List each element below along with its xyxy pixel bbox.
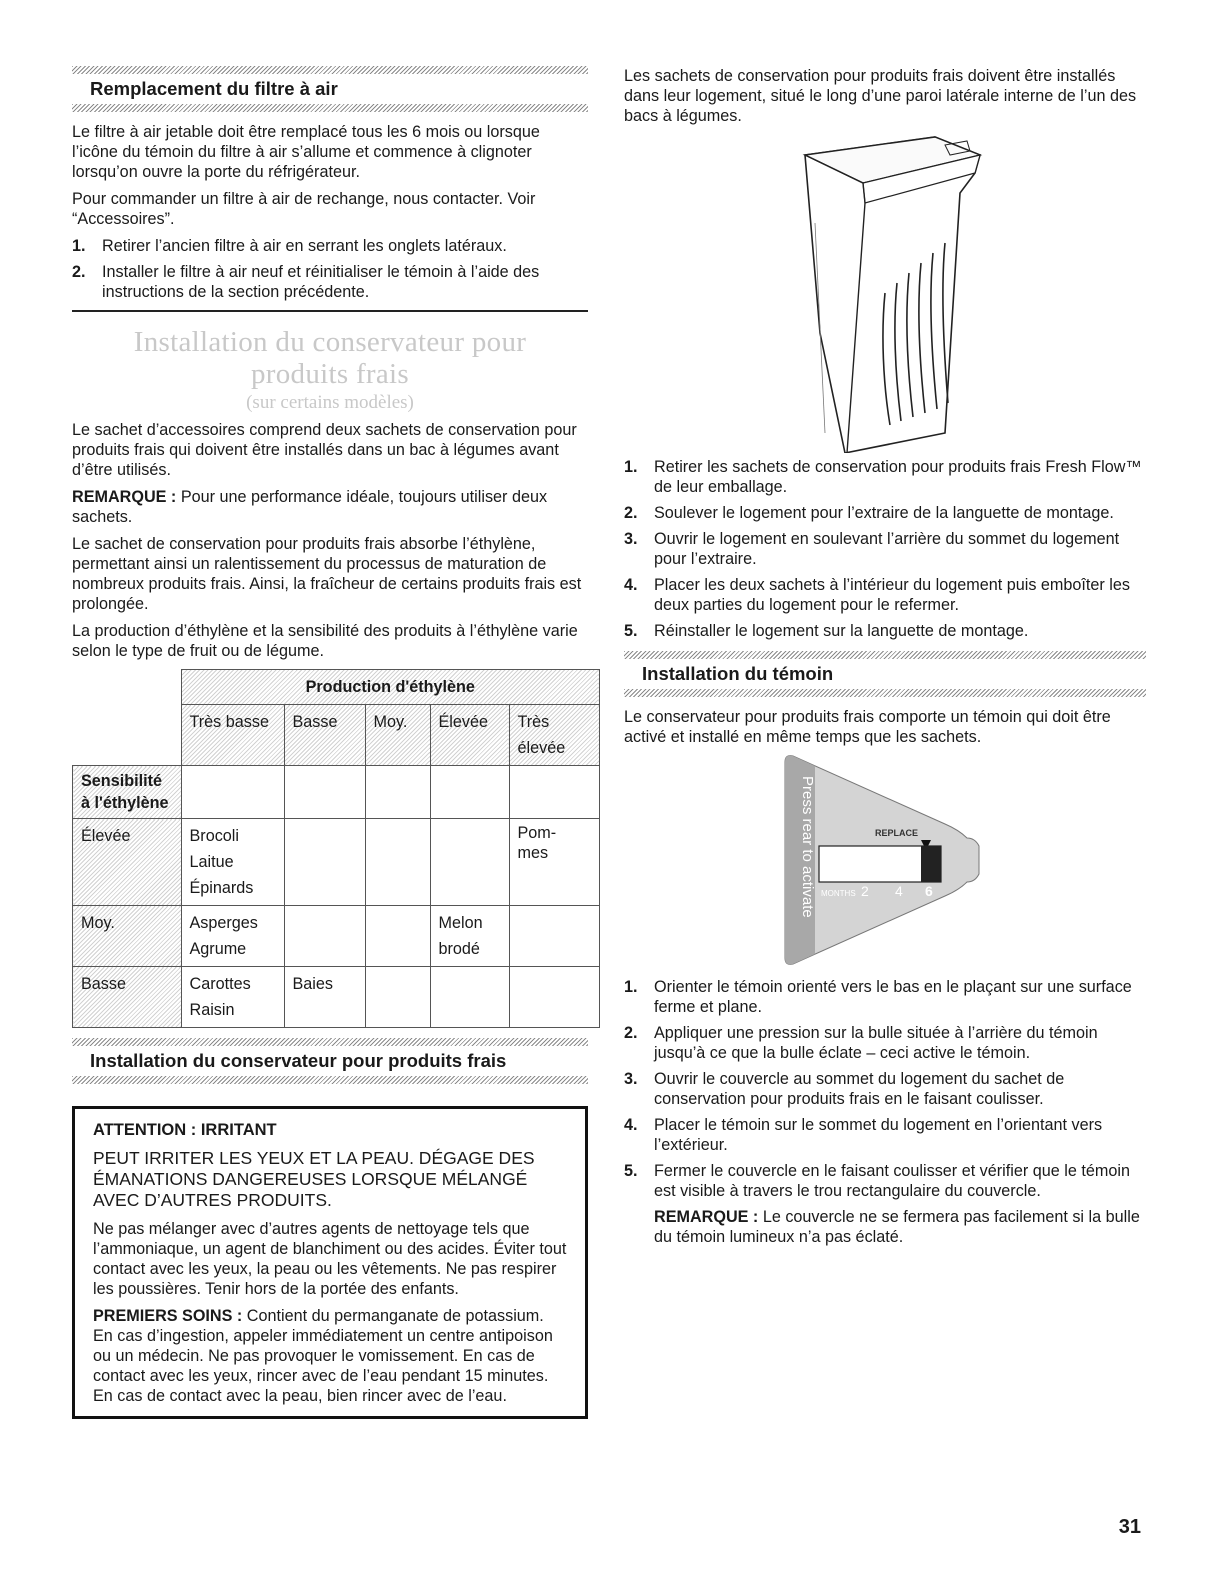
step-number: 2. [72,263,86,281]
first-aid-text: Contient du permanganate de potassium. En cas d’ingestion, appeler immédiatement un centre antipoison ou un médecin. Ne pas provoquer le vomissement. En cas de contact avec les yeux, rincer avec de l’eau pendant 15 minutes. En cas de contact avec la peau, bien rincer avec de l’eau. [93,1307,553,1405]
table-row [73,819,600,906]
indicator-tick: 4 [895,883,903,899]
table-cell: Carottes Raisin [181,967,284,1028]
table-cell [430,819,509,906]
step-number: 1. [624,978,638,996]
list-item [624,575,1146,615]
first-aid-paragraph [93,1306,567,1406]
table-corner [73,670,182,705]
paragraph: Le filtre à air jetable doit être remplacé tous les 6 mois ou lorsque l’icône du témoin du filtre à air s’allume et commence à clignoter lorsqu’on ouvre la porte du réfrigérateur. [72,123,540,181]
paragraph: Le conservateur pour produits frais comporte un témoin qui doit être activé et installé en même temps que les sachets. [624,708,1111,746]
paragraph: Ne pas mélanger avec d’autres agents de nettoyage tels que l’ammoniaque, un agent de blanchiment ou des acides. Éviter tout contact avec les yeux, la peau ou les vêtements. Ne pas respirer les poussières. Tenir hors de la portée des enfants. [93,1220,567,1298]
table-cell [365,906,430,967]
title-line: produits frais [250,358,410,390]
step-text: Installer le filtre à air neuf et réinitialiser le témoin à l’aide des instructions de la section précédente. [102,263,540,301]
produce-section-title [72,326,588,390]
indicator-side-text: Press rear to activate [799,776,816,918]
list-item [624,1161,1146,1201]
title-line: Installation du conservateur pour [133,326,527,358]
left-column [72,66,588,1419]
section-divider [624,651,1146,659]
indicator-tick: 2 [861,883,869,899]
section-divider [72,1038,588,1046]
column-header: Élevée [430,705,509,766]
table-row [73,967,600,1028]
paragraph: La production d’éthylène et la sensibilité des produits à l’éthylène varie selon le type de fruit ou de légume. [72,622,578,660]
table-cell: Brocoli Laitue Épinards [181,819,284,906]
table-cell [430,967,509,1028]
row-label: Élevée [73,819,182,906]
produce-section-subtitle: (sur certains modèles) [246,392,414,413]
step-text: Retirer les sachets de conservation pour produits frais Fresh Flow™ de leur emballage. [654,458,1142,496]
first-aid-label: PREMIERS SOINS : [93,1307,243,1325]
note-label: REMARQUE : [72,488,177,506]
paragraph: Pour commander un filtre à air de rechange, nous contacter. Voir “Accessoires”. [72,190,536,228]
step-number: 5. [624,1162,638,1180]
list-item [624,1069,1146,1109]
step-number: 4. [624,1116,638,1134]
step-number: 1. [624,458,638,476]
table-cell [181,766,284,819]
indicator-tick: 6 [925,883,933,899]
sensitivity-header: Sensibilité à l'éthylène [73,766,182,819]
step-text: Ouvrir le logement en soulevant l’arrière du sommet du logement pour l’extraire. [654,530,1120,568]
list-item [72,262,588,302]
row-label: Moy. [73,906,182,967]
table-cell: Asperges Agrume [181,906,284,967]
step-number: 5. [624,622,638,640]
table-cell: Melon brodé [430,906,509,967]
crisper-housing-illustration [785,133,985,453]
step-text: Placer le témoin sur le sommet du logement en l’orientant vers l’extérieur. [654,1116,1103,1154]
section-divider [72,104,588,112]
warning-box [72,1106,588,1419]
air-filter-heading: Remplacement du filtre à air [90,78,338,99]
note-label: REMARQUE : [654,1208,759,1226]
paragraph: Le sachet de conservation pour produits frais absorbe l’éthylène, permettant ainsi un ralentissement du processus de maturation de nombreux produits frais. Ainsi, la fraîcheur de certains produits frais est prolongée. [72,535,582,613]
section-divider [72,66,588,74]
step-text: Placer les deux sachets à l’intérieur du logement puis emboîter les deux parties du logement pour le refermer. [654,576,1130,614]
table-corner [73,705,182,766]
table-cell [509,906,600,967]
row-label: Basse [73,967,182,1028]
production-header: Production d'éthylène [181,670,600,705]
step-text: Appliquer une pression sur la bulle située à l’arrière du témoin jusqu’à ce que la bulle éclate – ceci active le témoin. [654,1024,1098,1062]
step-number: 3. [624,530,638,548]
indicator-heading: Installation du témoin [642,663,834,684]
note-paragraph [72,487,588,527]
paragraph: Le sachet d’accessoires comprend deux sachets de conservation pour produits frais qui doivent être installés dans un bac à légumes avant d’être utilisés. [72,421,577,479]
column-header: Très basse [181,705,284,766]
page-number: 31 [1118,1516,1141,1538]
note-paragraph [624,1207,1146,1247]
table-cell [284,906,365,967]
note-text: Pour une performance idéale, toujours utiliser deux sachets. [72,488,548,526]
list-item [624,1023,1146,1063]
list-item [624,529,1146,569]
table-cell [509,766,600,819]
indicator-replace-label: REPLACE [875,828,919,838]
list-item [624,457,1146,497]
right-column [624,66,1146,1254]
step-number: 2. [624,504,638,522]
air-filter-steps [72,236,588,302]
table-cell [284,766,365,819]
step-number: 1. [72,237,86,255]
step-text: Retirer l’ancien filtre à air en serrant les onglets latéraux. [102,237,507,255]
table-cell [430,766,509,819]
table-cell [365,967,430,1028]
warning-caps: PEUT IRRITER LES YEUX ET LA PEAU. DÉGAGE DES ÉMANATIONS DANGEREUSES LORSQUE MÉLANGÉ AVEC D’AUTRES PRODUITS. [93,1148,535,1210]
table-cell [365,766,430,819]
step-text: Réinstaller le logement sur la languette de montage. [654,622,1029,640]
indicator-illustration [775,754,995,969]
list-item [624,621,1146,641]
table-cell [509,967,600,1028]
list-item [72,236,588,256]
step-text: Soulever le logement pour l’extraire de la languette de montage. [654,504,1114,522]
horizontal-rule [72,310,588,312]
column-header: Très élevée [509,705,600,766]
step-text: Ouvrir le couvercle au sommet du logement du sachet de conservation pour produits frais en le faisant coulisser. [654,1070,1065,1108]
list-item [624,503,1146,523]
step-number: 4. [624,576,638,594]
indicator-months-label: MONTHS [821,889,856,898]
indicator-steps [624,977,1146,1201]
table-row [73,906,600,967]
note-text: Le couvercle ne se fermera pas facilement si la bulle du témoin lumineux n’a pas éclaté. [654,1208,1140,1246]
step-number: 3. [624,1070,638,1088]
step-text: Orienter le témoin orienté vers le bas en le plaçant sur une surface ferme et plane. [654,978,1132,1016]
warning-title: ATTENTION : IRRITANT [93,1121,277,1139]
section-divider [624,689,1146,697]
housing-steps [624,457,1146,641]
table-cell [284,819,365,906]
paragraph: Les sachets de conservation pour produits frais doivent être installés dans leur logement, situé le long d’une paroi latérale interne de l’un des bacs à légumes. [624,67,1137,125]
step-number: 2. [624,1024,638,1042]
list-item [624,1115,1146,1155]
step-text: Fermer le couvercle en le faisant coulisser et vérifier que le témoin est visible à travers le trou rectangulaire du couvercle. [654,1162,1130,1200]
section-divider [72,1076,588,1084]
table-cell: Pom- mes [509,819,600,906]
table-cell [365,819,430,906]
list-item [624,977,1146,1017]
table-cell: Baies [284,967,365,1028]
install-heading: Installation du conservateur pour produits frais [90,1050,507,1071]
column-header: Basse [284,705,365,766]
ethylene-table [72,669,600,1028]
column-header: Moy. [365,705,430,766]
